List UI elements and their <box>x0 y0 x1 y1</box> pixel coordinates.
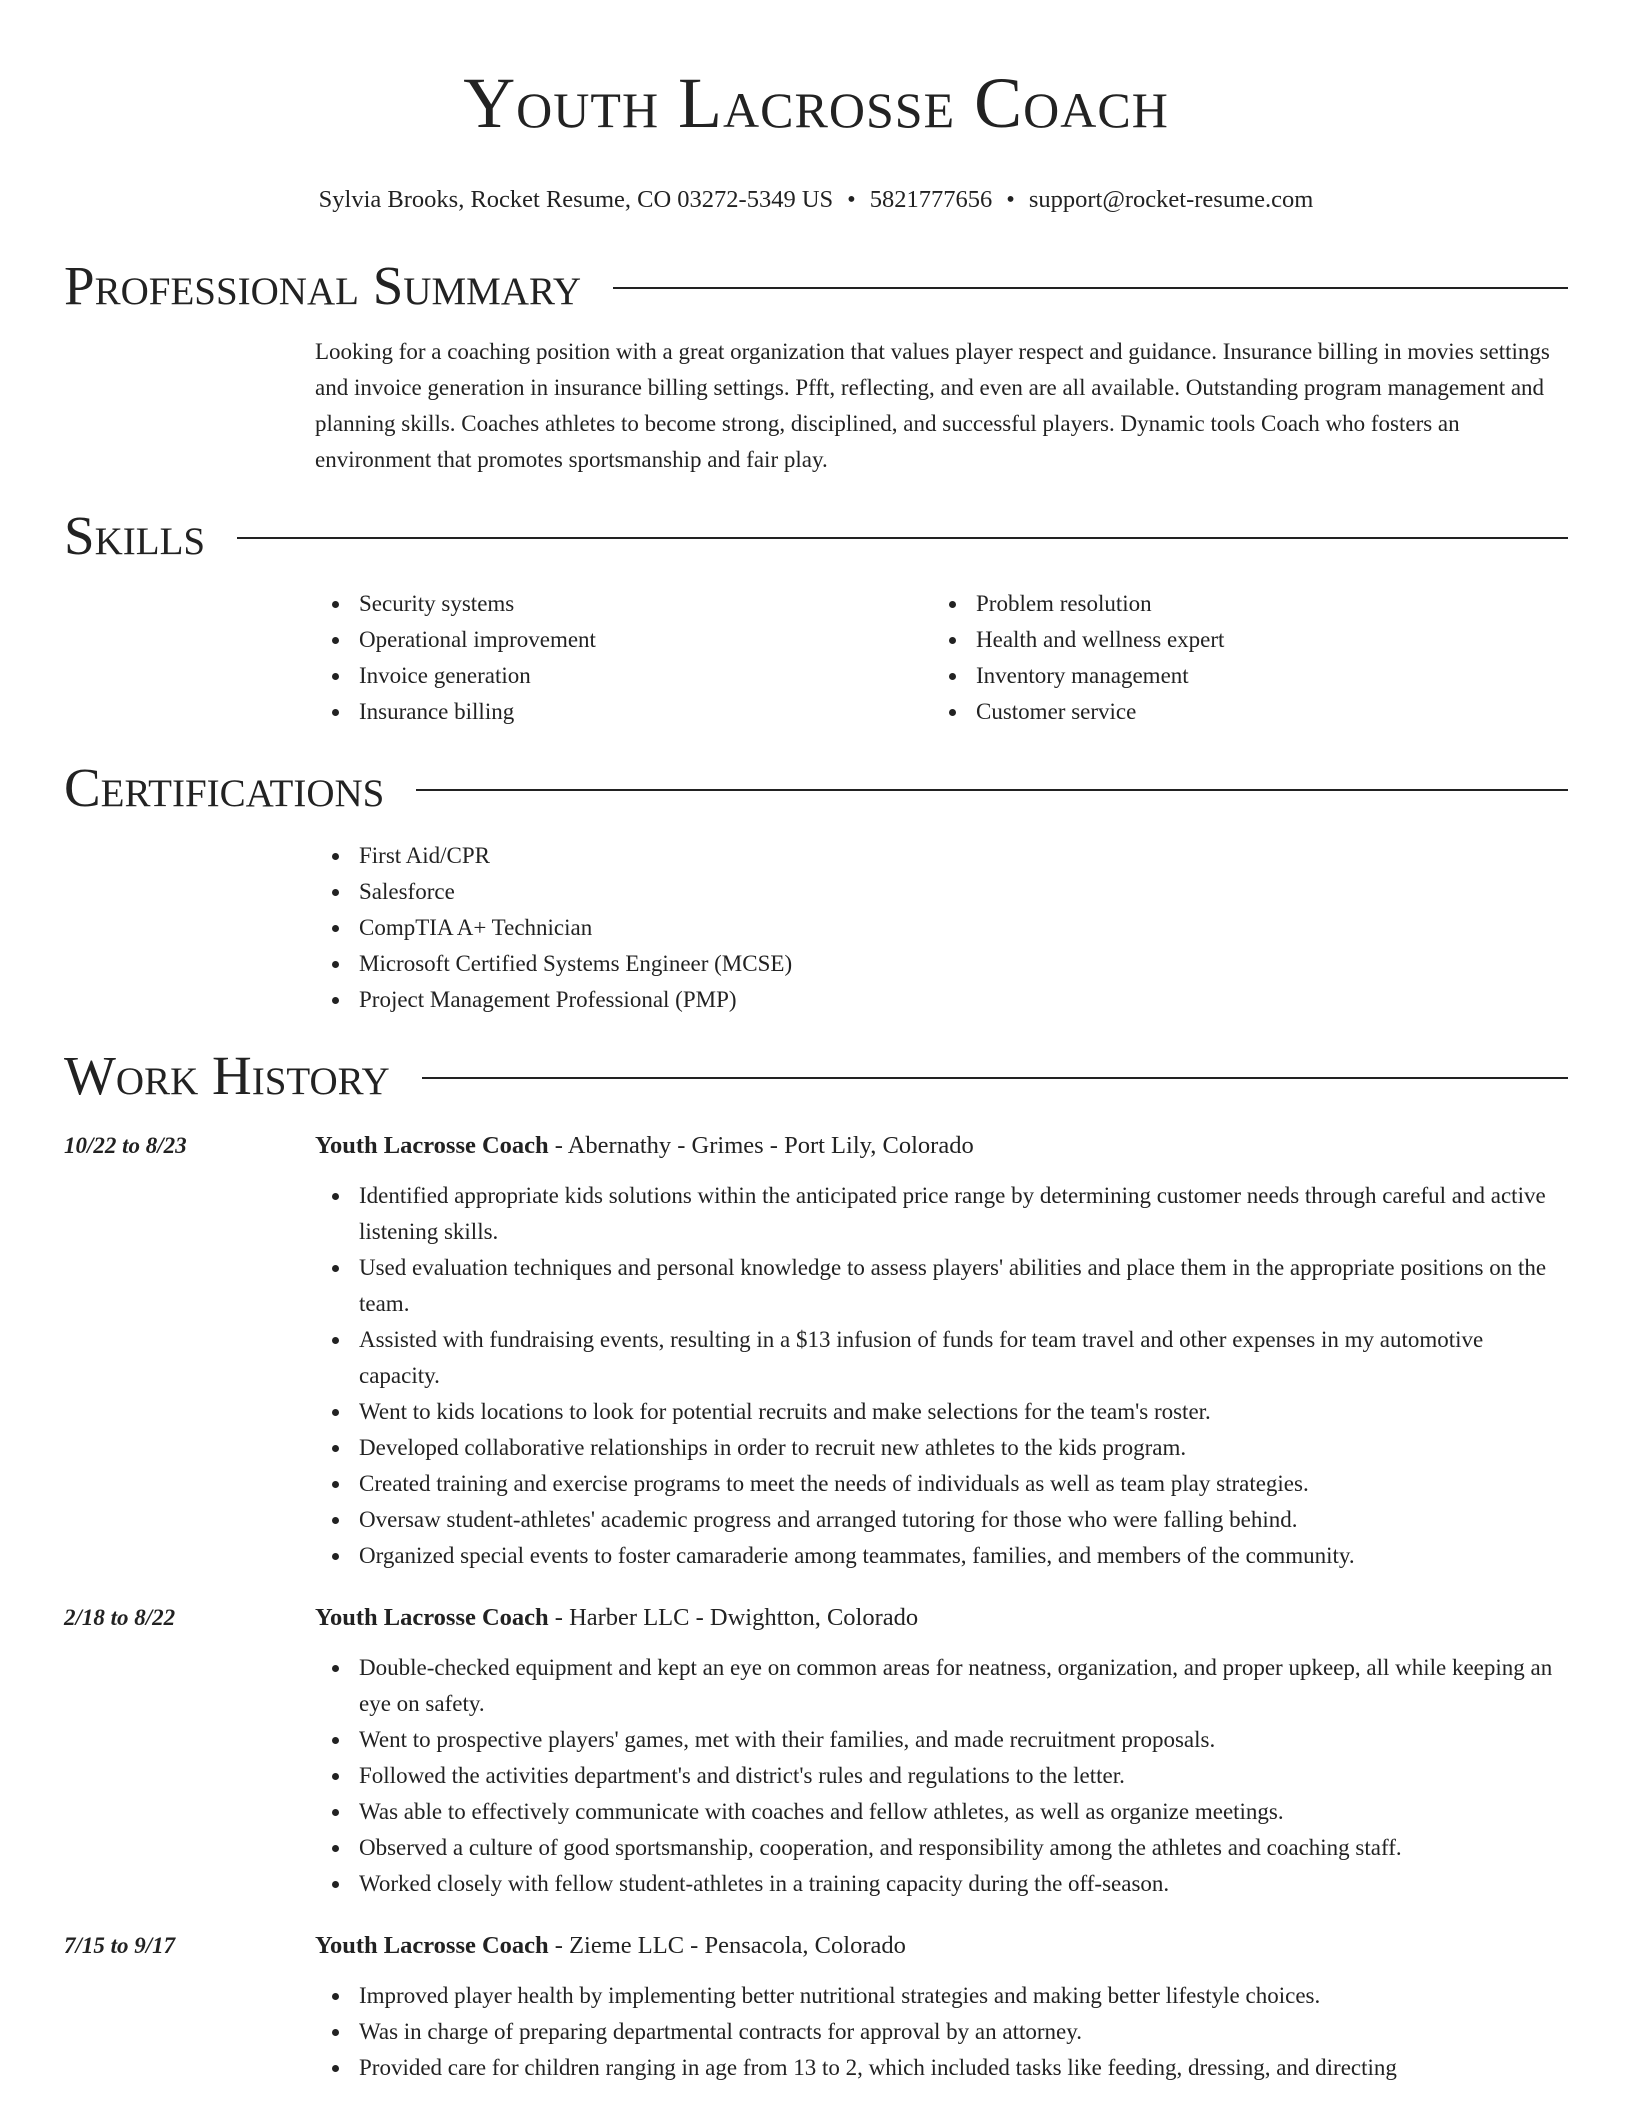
responsibility-item: Provided care for children ranging in age from 13 to 2, which included tasks like feeding, dressing, and directing <box>315 2050 1568 2086</box>
job-entry <box>64 1128 1568 1574</box>
job-employer-location: - Zieme LLC - Pensacola, Colorado <box>548 1932 906 1959</box>
summary-text: Looking for a coaching position with a great organization that values player respect and guidance. Insurance billing in movies settings and invoice generation in insurance billing settings. Pfft, reflecting, and even are all available. Outstanding program management and planning skills. Coaches athletes to become strong, disciplined, and successful players. Dynamic tools Coach who fosters an environment that promotes sportsmanship and fair play. <box>315 339 1550 472</box>
job-heading <box>315 1600 1568 1636</box>
job-dates: 7/15 to 9/17 <box>64 1933 176 1958</box>
skill-item: Problem resolution <box>932 586 1549 622</box>
page-title: Youth Lacrosse Coach <box>463 63 1169 143</box>
responsibility-item: Assisted with fundraising events, resulting in a $13 infusion of funds for team travel and other expenses in my automotive capacity. <box>315 1322 1568 1394</box>
job-heading <box>315 1928 1568 1964</box>
responsibility-item: Was in charge of preparing departmental contracts for approval by an attorney. <box>315 2014 1568 2050</box>
job-responsibilities <box>315 1650 1568 1902</box>
responsibility-item: Organized special events to foster camaraderie among teammates, families, and members of the community. <box>315 1538 1568 1574</box>
section-heading: Work History <box>64 1045 390 1106</box>
certification-item: Salesforce <box>315 874 1568 910</box>
certification-item: First Aid/CPR <box>315 838 1568 874</box>
skill-item: Operational improvement <box>315 622 932 658</box>
job-employer-location: - Harber LLC - Dwightton, Colorado <box>548 1604 919 1631</box>
skills-column-left <box>315 586 932 730</box>
responsibility-item: Oversaw student-athletes' academic progress and arranged tutoring for those who were falling behind. <box>315 1502 1568 1538</box>
job-dates: 10/22 to 8/23 <box>64 1133 187 1158</box>
skill-item: Security systems <box>315 586 932 622</box>
responsibility-item: Was able to effectively communicate with coaches and fellow athletes, as well as organize meetings. <box>315 1794 1568 1830</box>
skills-column-right <box>932 586 1549 730</box>
contact-address: Sylvia Brooks, Rocket Resume, CO 03272-5349 US <box>318 186 834 213</box>
certification-item: Microsoft Certified Systems Engineer (MCSE) <box>315 946 1568 982</box>
bullet-separator: • <box>847 186 856 213</box>
responsibility-item: Used evaluation techniques and personal knowledge to assess players' abilities and place them in the appropriate positions on the team. <box>315 1250 1568 1322</box>
job-employer-location: - Abernathy - Grimes - Port Lily, Colorado <box>548 1132 974 1159</box>
skill-item: Invoice generation <box>315 658 932 694</box>
responsibility-item: Went to kids locations to look for potential recruits and make selections for the team's roster. <box>315 1394 1568 1430</box>
job-responsibilities <box>315 1178 1568 1574</box>
bullet-separator: • <box>1006 186 1015 213</box>
section-heading: Certifications <box>64 757 385 818</box>
responsibility-item: Went to prospective players' games, met with their families, and made recruitment proposals. <box>315 1722 1568 1758</box>
responsibility-item: Identified appropriate kids solutions within the anticipated price range by determining customer needs through careful and active listening skills. <box>315 1178 1568 1250</box>
job-entry <box>64 1600 1568 1902</box>
section-divider <box>422 1077 1568 1079</box>
certifications-section-header <box>64 758 1568 818</box>
responsibility-item: Followed the activities department's and district's rules and regulations to the letter. <box>315 1758 1568 1794</box>
job-entry <box>64 1928 1568 2086</box>
skills-section-header <box>64 506 1568 566</box>
skill-item: Customer service <box>932 694 1549 730</box>
section-divider <box>237 537 1568 539</box>
job-title: Youth Lacrosse Coach <box>315 1132 549 1159</box>
skill-item: Inventory management <box>932 658 1549 694</box>
job-heading <box>315 1128 1568 1164</box>
responsibility-item: Created training and exercise programs to meet the needs of individuals as well as team play strategies. <box>315 1466 1568 1502</box>
contact-phone: 5821777656 <box>869 186 993 213</box>
skills-list <box>315 586 1568 730</box>
work-history-list <box>64 1128 1568 2086</box>
contact-line <box>64 184 1568 216</box>
section-divider <box>416 789 1568 791</box>
summary-section-header <box>64 256 1568 316</box>
responsibility-item: Worked closely with fellow student-athletes in a training capacity during the off-season. <box>315 1866 1568 1902</box>
job-dates: 2/18 to 8/22 <box>64 1605 176 1630</box>
job-details <box>315 1600 1568 1902</box>
skill-item: Health and wellness expert <box>932 622 1549 658</box>
responsibility-item: Developed collaborative relationships in order to recruit new athletes to the kids program. <box>315 1430 1568 1466</box>
work-history-section-header <box>64 1046 1568 1106</box>
job-title: Youth Lacrosse Coach <box>315 1932 549 1959</box>
contact-email: support@rocket-resume.com <box>1028 186 1314 213</box>
responsibility-item: Improved player health by implementing better nutritional strategies and making better lifestyle choices. <box>315 1978 1568 2014</box>
skill-item: Insurance billing <box>315 694 932 730</box>
section-divider <box>613 287 1568 289</box>
job-details <box>315 1128 1568 1574</box>
responsibility-item: Observed a culture of good sportsmanship, cooperation, and responsibility among the athletes and coaching staff. <box>315 1830 1568 1866</box>
job-responsibilities <box>315 1978 1568 2086</box>
certification-item: Project Management Professional (PMP) <box>315 982 1568 1018</box>
certifications-list <box>315 838 1568 1018</box>
certification-item: CompTIA A+ Technician <box>315 910 1568 946</box>
section-heading: Professional Summary <box>64 255 582 316</box>
section-heading: Skills <box>64 505 206 566</box>
responsibility-item: Double-checked equipment and kept an eye on common areas for neatness, organization, and proper upkeep, all while keeping an eye on safety. <box>315 1650 1568 1722</box>
job-title: Youth Lacrosse Coach <box>315 1604 549 1631</box>
job-details <box>315 1928 1568 2086</box>
